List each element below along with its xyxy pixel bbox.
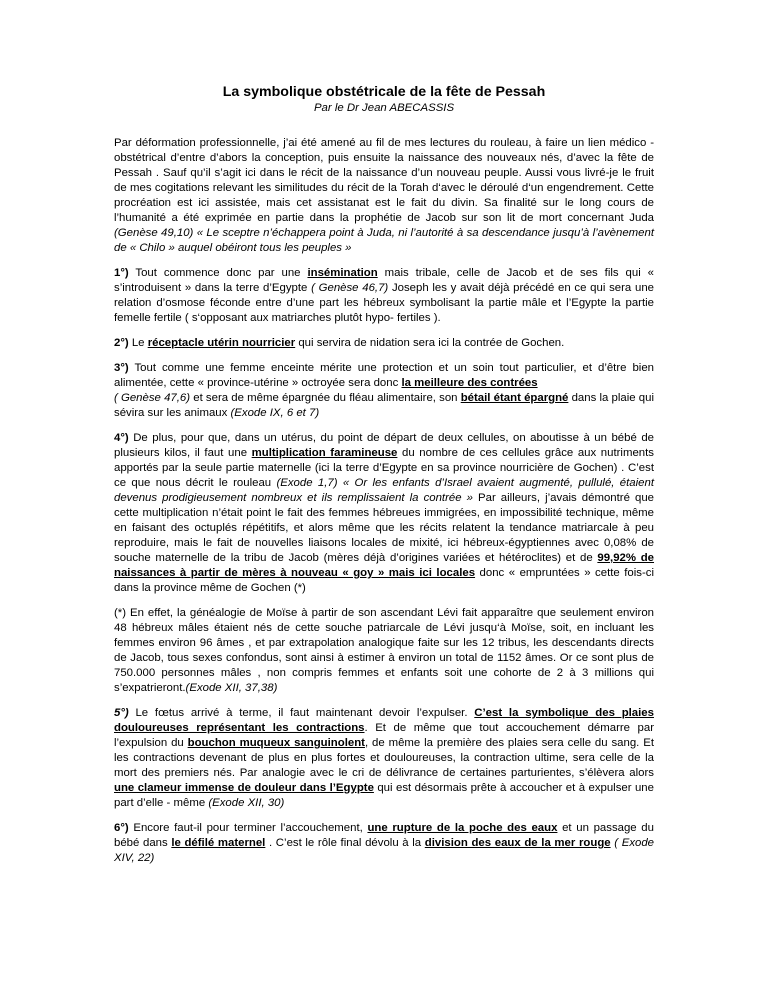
p5-emphasis-2: bouchon muqueux sanguinolent (187, 737, 365, 749)
intro-text: Par déformation professionnelle, j’ai été amené au fil de mes lectures du rouleau, à faire un lien médico -obstétrical d’entre d’abors la conception, puis ensuite la naissance des nouveaux nés, d’avec la fête de Pessah . Sauf qu’il s’agit ici dans le récit de la naissance d’un nouveau peuple. Aussi vous livré-je le fruit de mes cogitations relevant les similitudes du récit de la Torah d‘avec le déroulé d‘un engendrement. Cette procréation est ici assistée, mais cet assistanat est le fait du divin. Sa finalité sur le long cours de l’humanité a été exprimée en partie dans la prophétie de Jacob sur son lit de mort concernant Juda (114, 137, 654, 224)
footnote-reference: (Exode XII, 37,38) (185, 682, 278, 694)
p1-text-2: mais tribale, celle de Jacob et de ses fils qui « s’introduisent » dans la terre d’Egypte (114, 267, 654, 294)
p3-emphasis: la meilleure des contrées (401, 377, 538, 389)
p5-text-3: , de même la première des plaies sera celle du sang. Et les contractions devenant de plus en plus fortes et douloureuses, la contraction ultime, sera celle de la mort des premiers nés. Par analogie avec le cri de délivrance de certaines parturientes, s’élèvera alors (114, 737, 654, 779)
p1-text-3: Joseph les y avait déjà précédé en ce qui sera une relation d’osmose féconde entre d’une part les hébreux symbolisant la partie mâle et l’Egypte la partie femelle fertile ( s‘opposant aux matriarches plutôt hypo- fertiles ). (114, 282, 654, 324)
footnote-text: (*) En effet, la généalogie de Moïse à partir de son ascendant Lévi fait apparaître que seulement environ 48 hébreux mâles étaient nés de cette souche patriarcale de Lévi jusqu‘à Moïse, soit, en incluant les femmes environ 96 âmes , et par extrapolation analogique faite sur les 12 tribus, les descendants directs de Jacob, tous sexes confondus, sont ainsi à estimer à environ un total de 1152 âmes. Or ce sont plus de 750.000 personnes mâles , non compris femmes et enfants soit une cohorte de 2 à 3 millions qui s’expatrieront. (114, 607, 654, 694)
item-number-2: 2°) (114, 337, 129, 349)
p2-text: Le (128, 337, 148, 349)
p5-emphasis-3: une clameur immense de douleur dans l’Egypte (114, 782, 374, 794)
p5-text-2: . Et de même que tout accouchement démarre par l’expulsion du (114, 722, 655, 749)
document-title: La symbolique obstétricale de la fête de Pessah (222, 84, 546, 100)
p4-quote: (Exode 1,7) « Or les enfants d’Israel avaient augmenté, pullulé, étaient devenus prodigieusement nombreux et ils remplissaient la contrée » (114, 477, 654, 504)
paragraph-5 (114, 706, 654, 811)
paragraph-1 (114, 266, 654, 326)
p6-emphasis-2: le défilé maternel (171, 837, 266, 849)
p3-emphasis-2: bétail étant épargné (460, 392, 569, 404)
p5-reference: (Exode XII, 30) (208, 797, 285, 809)
p6-text-3: . C’est le rôle final dévolu à la (265, 837, 425, 849)
p2-text-2: qui servira de nidation sera ici la contrée de Gochen. (295, 337, 565, 349)
item-number-4: 4°) (114, 432, 129, 444)
p6-reference: ( Exode XIV, 22) (114, 837, 655, 864)
p6-emphasis-3: division des eaux de la mer rouge (424, 837, 611, 849)
author-byline: Par le Dr Jean ABECASSIS (313, 102, 455, 114)
p4-emphasis-2: 99,92% de naissances à partir de mères à nouveau « goy » mais ici locales (114, 552, 655, 579)
intro-paragraph (114, 136, 654, 256)
item-number-1: 1°) (114, 267, 129, 279)
paragraph-6 (114, 821, 654, 866)
p3-text-2: et sera de même épargnée du fléau alimentaire, son (190, 392, 461, 404)
p4-text-4: donc « empruntées » cette fois-ci dans la province même de Gochen (*) (114, 567, 654, 594)
p5-text: Le fœtus arrivé à terme, il faut maintenant devoir l’expulser. (128, 707, 475, 719)
p1-reference: ( Genèse 46,7) (311, 282, 389, 294)
p3-reference-2: (Exode IX, 6 et 7) (230, 407, 320, 419)
p1-text: Tout commence donc par une (128, 267, 308, 279)
footnote-paragraph (114, 606, 654, 696)
p5-emphasis: C’est la symbolique des plaies douloureuses représentant les contractions (114, 707, 654, 734)
p4-emphasis: multiplication faramineuse (251, 447, 398, 459)
item-number-5: 5°) (114, 707, 129, 719)
p1-emphasis: insémination (307, 267, 378, 279)
paragraph-4 (114, 431, 654, 596)
p4-text: De plus, pour que, dans un utérus, du point de départ de deux cellules, on aboutisse à un bébé de plusieurs kilos, il faut une (114, 432, 654, 459)
p2-emphasis: réceptacle utérin nourricier (147, 337, 296, 349)
item-number-3: 3°) (114, 362, 129, 374)
p4-text-2: du nombre de ces cellules grâce aux nutriments apportés par la seule partie maternelle (ici la terre d’Egypte en sa province nourricière de Gochen) . C’est ce que nous décrit le rouleau (114, 447, 654, 489)
p6-text-2: et un passage du bébé dans (114, 822, 654, 849)
p6-text: Encore faut-il pour terminer l’accouchement, (128, 822, 368, 834)
p3-text: Tout comme une femme enceinte mérite une protection et un soin tout particulier, et d’être bien alimentée, cette « province-utérine » octroyée sera donc (114, 362, 654, 389)
p5-text-4: qui est désormais prête à accoucher et à expulser une part d’elle - même (114, 782, 654, 809)
paragraph-2 (114, 336, 654, 351)
intro-quote: (Genèse 49,10) « Le sceptre n’échappera point à Juda, ni l’autorité à sa descendance jusqu’à l’avènement de « Chilo » auquel obéiront tous les peuples » (114, 227, 654, 254)
p3-text-3: dans la plaie qui sévira sur les animaux (114, 392, 654, 419)
paragraph-3 (114, 361, 654, 421)
item-number-6: 6°) (114, 822, 129, 834)
p4-text-3: Par ailleurs, j’avais démontré que cette multiplication n’était point le fait des femmes hébreues immigrées, en impossibilité technique, même en faisant des octuplés répétitifs, et alors même que les récits relatent la tendance matriarcale à peu reproduire, mais le fait de nouvelles liaisons locales de mixité, ici hébreux-égyptiennes avec 0,08% de souche maternelle de la tribu de Jacob (mères déjà d’origines variées et hétéroclites) et de (114, 492, 654, 564)
p6-emphasis: une rupture de la poche des eaux (367, 822, 558, 834)
p3-reference: ( Genèse 47,6) (114, 392, 191, 404)
